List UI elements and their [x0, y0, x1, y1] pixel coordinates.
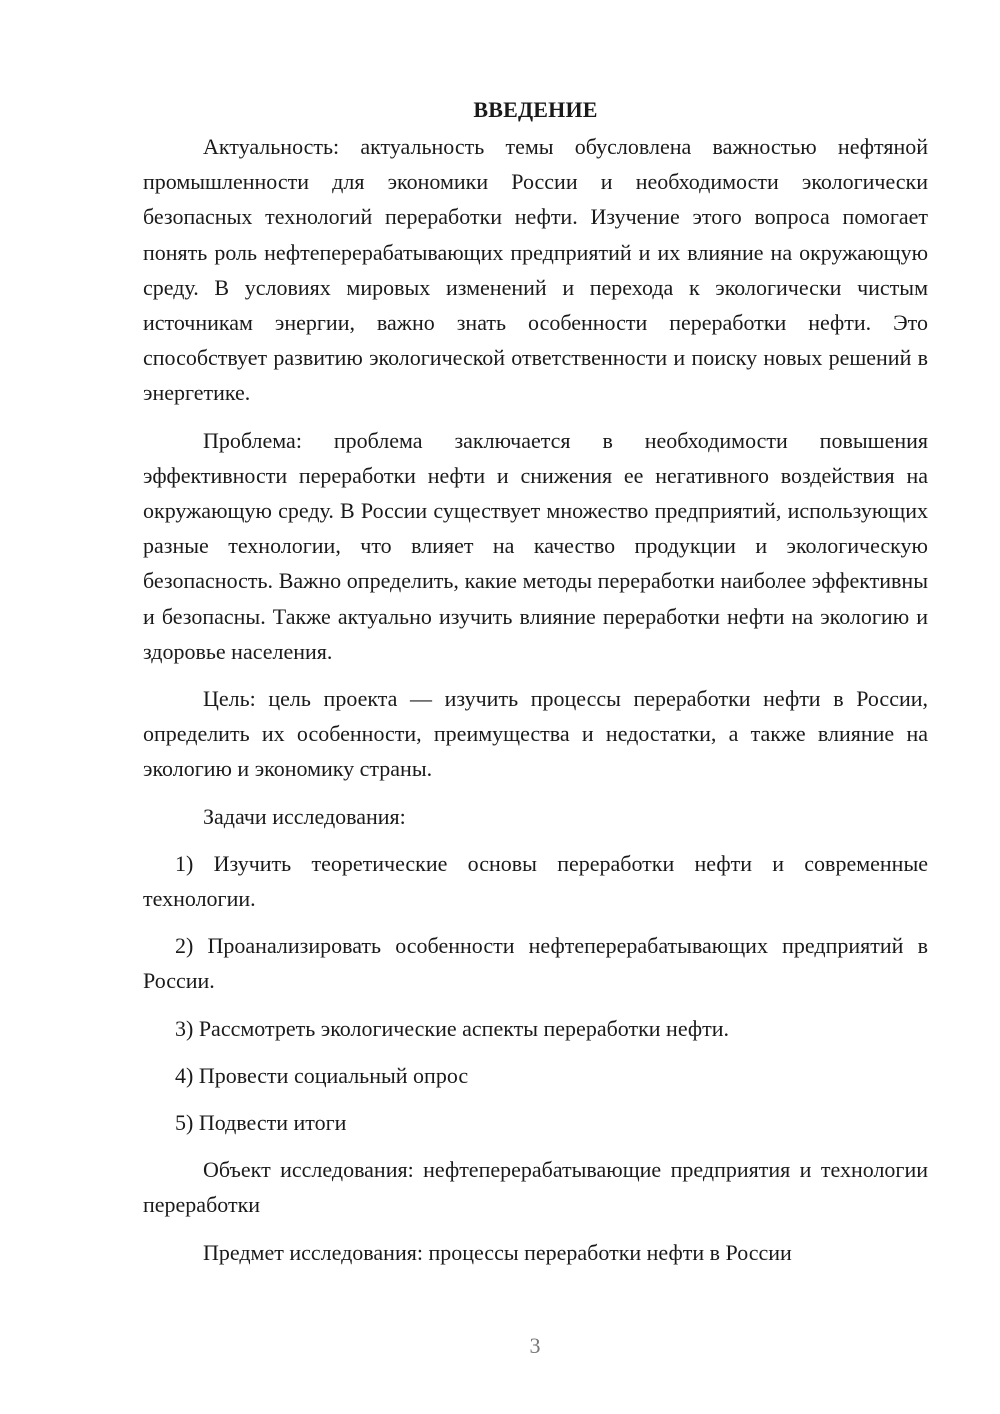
paragraph-goal: Цель: цель проекта — изучить процессы переработки нефти в России, определить их особенности, преимущества и недостатки, а также влияние на экологию и экономику страны.	[143, 686, 928, 782]
paragraph-subject: Предмет исследования: процессы переработки нефти в России	[203, 1239, 792, 1265]
page-number: 3	[529, 1333, 541, 1358]
tasks-heading: Задачи исследования:	[203, 803, 406, 829]
page-content	[143, 92, 928, 1270]
paragraph-object: Объект исследования: нефтеперерабатывающие предприятия и технологии переработки	[143, 1157, 928, 1218]
paragraph-relevance: Актуальность: актуальность темы обусловлена важностью нефтяной промышленности для экономики России и необходимости экологически безопасных технологий переработки нефти. Изучение этого вопроса помогает понять роль нефтеперерабатывающих предприятий и их влияние на окружающую среду. В условиях мировых изменений и перехода к экологически чистым источникам энергии, важно знать особенности переработки нефти. Это способствует развитию экологической ответственности и поиску новых решений в энергетике.	[143, 134, 928, 406]
task-item-5: 5) Подвести итоги	[175, 1110, 347, 1136]
task-item-2: 2) Проанализировать особенности нефтеперерабатывающих предприятий в России.	[143, 933, 928, 994]
task-item-3: 3) Рассмотреть экологические аспекты переработки нефти.	[175, 1015, 730, 1041]
task-item-4: 4) Провести социальный опрос	[175, 1062, 469, 1088]
paragraph-problem: Проблема: проблема заключается в необходимости повышения эффективности переработки нефти и снижения ее негативного воздействия на окружающую среду. В России существует множество предприятий, использующих разные технологии, что влияет на качество продукции и экологическую безопасность. Важно определить, какие методы переработки наиболее эффективны и безопасны. Также актуально изучить влияние переработки нефти на экологию и здоровье населения.	[143, 427, 928, 664]
task-item-1: 1) Изучить теоретические основы переработки нефти и современные технологии.	[143, 850, 928, 912]
page-title: ВВЕДЕНИЕ	[473, 97, 598, 122]
